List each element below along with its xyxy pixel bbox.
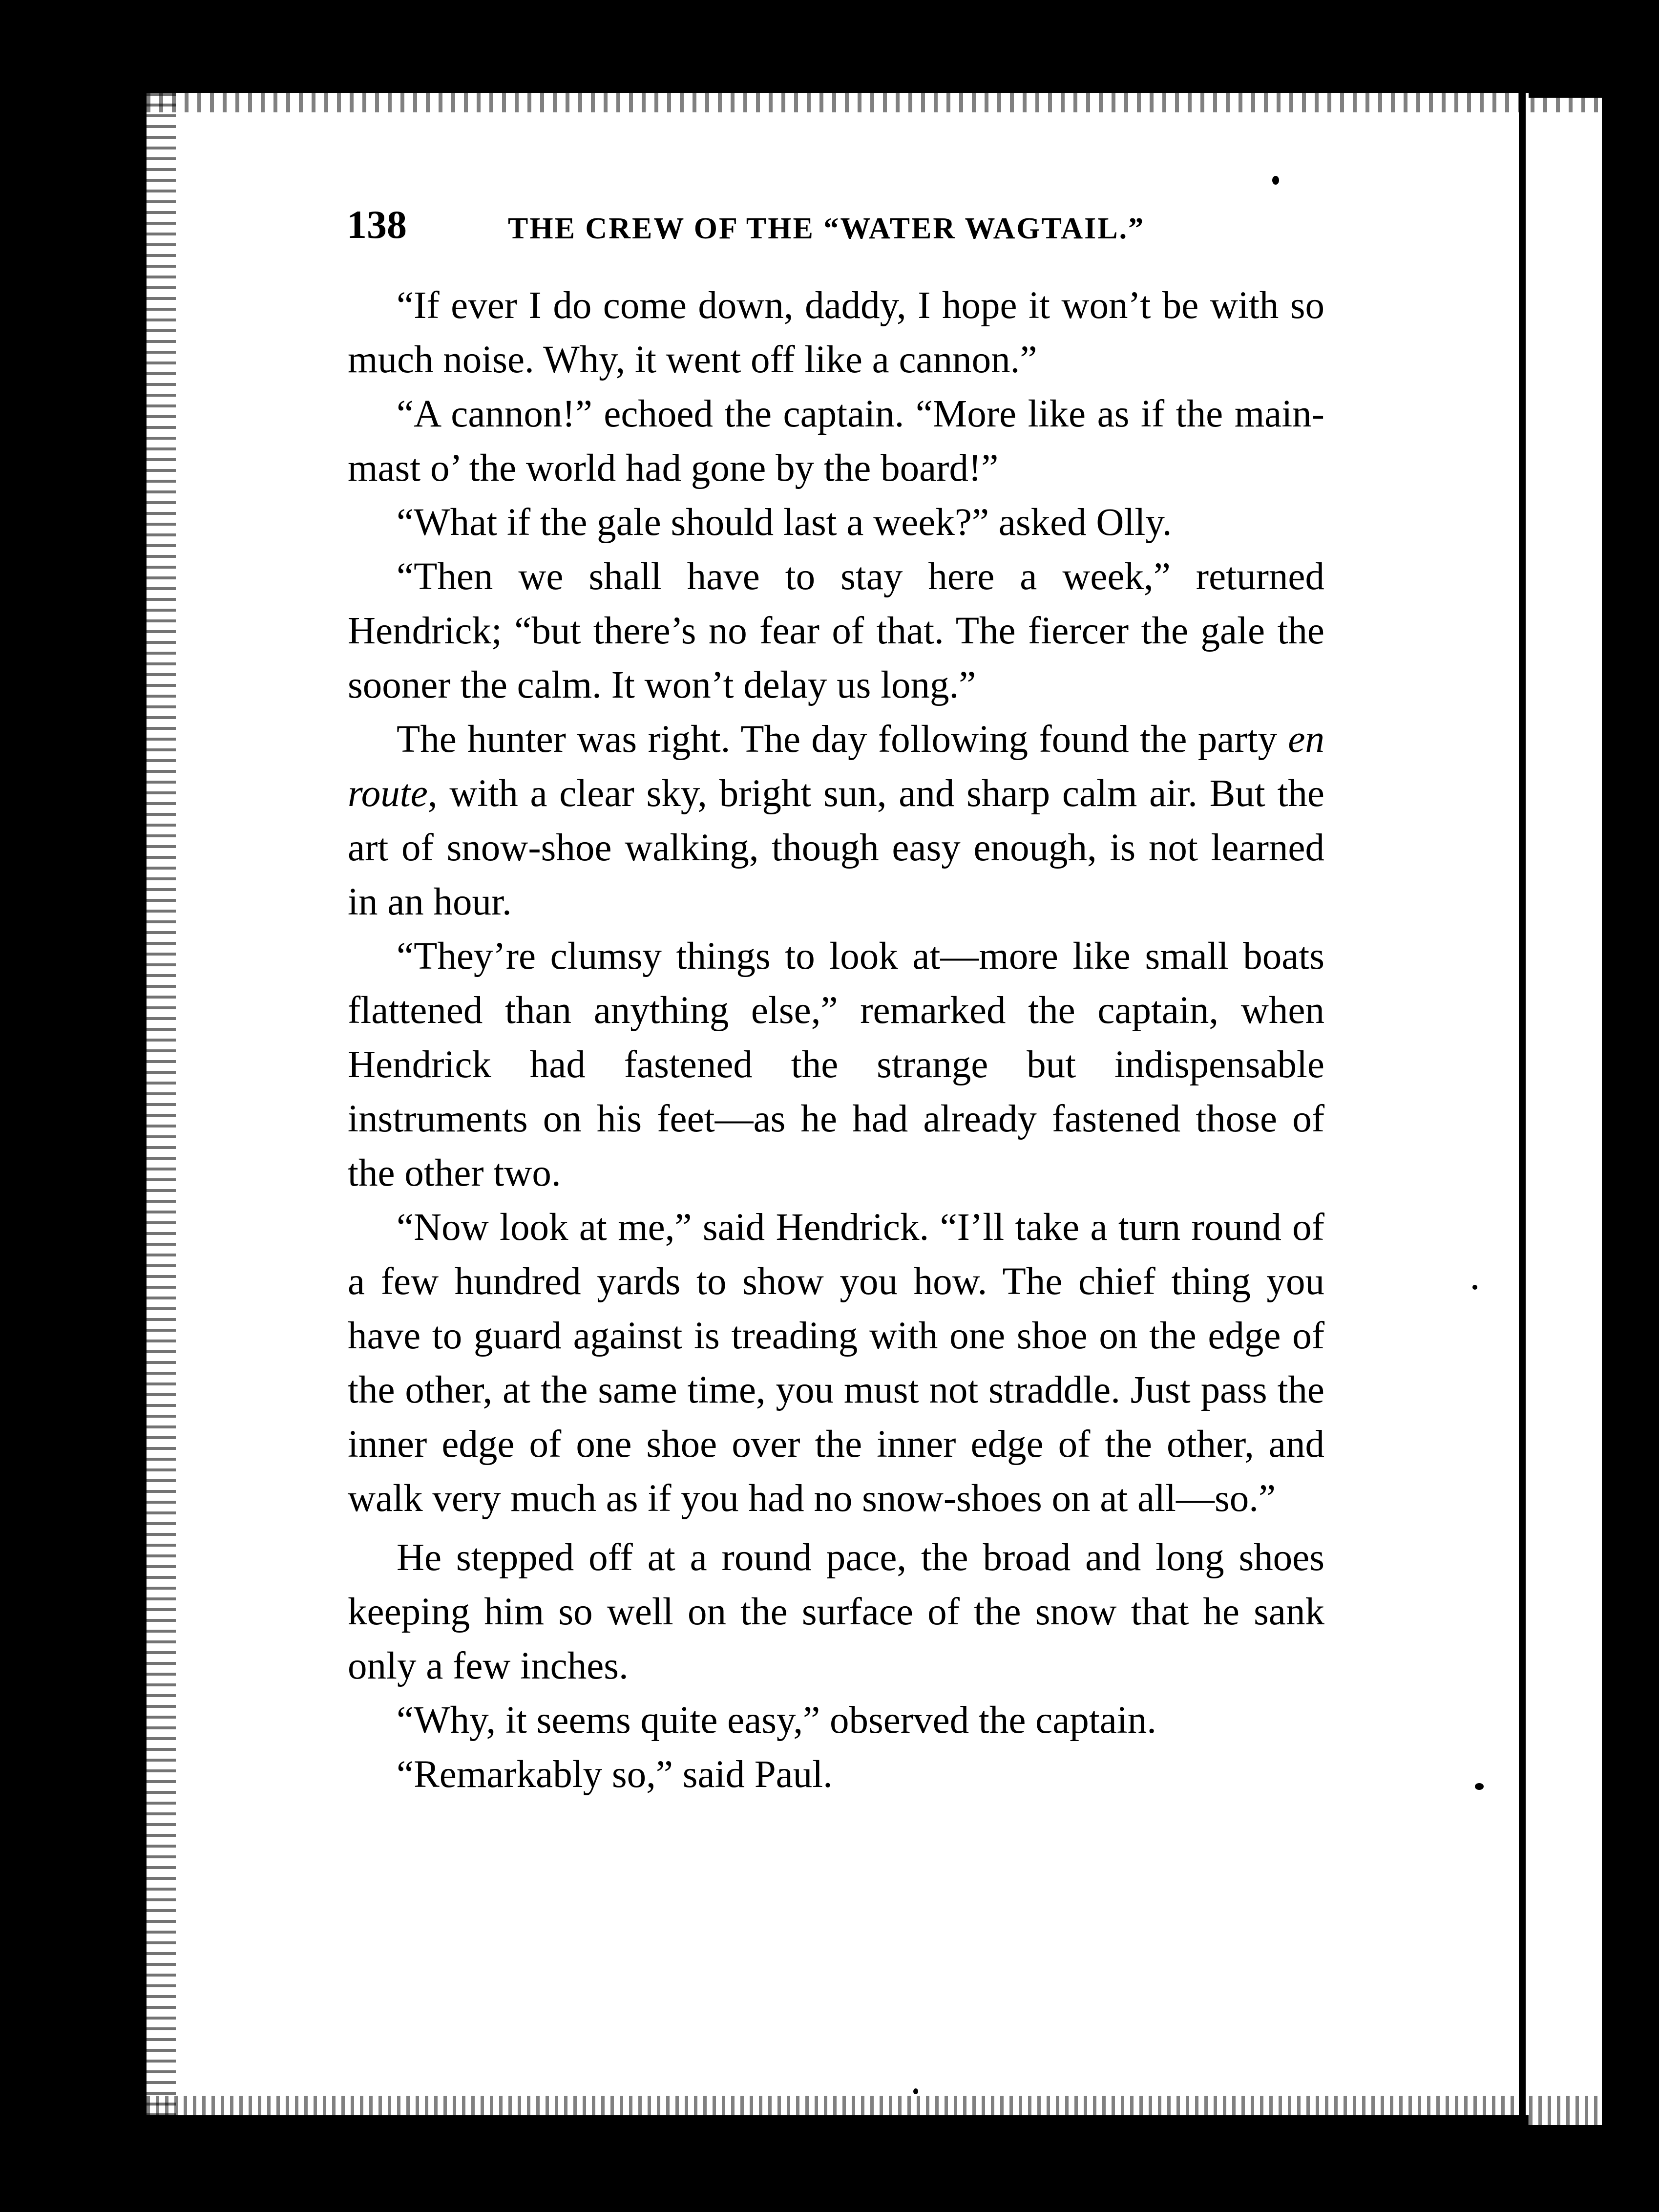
- ink-speck: [1475, 1783, 1484, 1790]
- page-number: 138: [347, 202, 407, 247]
- page-gutter: [1519, 93, 1526, 2115]
- ragged-left-edge: [147, 93, 176, 2115]
- body-text: [348, 278, 1324, 1802]
- paragraph: “What if the gale should last a week?” asked Olly.: [397, 501, 1172, 544]
- ragged-top-edge: [147, 93, 1602, 112]
- paragraph: “If ever I do come down, daddy, I hope it won’t be with so much noise. Why, it went off like a cannon.”: [348, 284, 1324, 381]
- ink-speck: [1472, 1285, 1477, 1290]
- paragraph: He stepped off at a round pace, the broad and long shoes keeping him so well on the surface of the snow that he sank only a few inches.: [348, 1536, 1324, 1687]
- ragged-bottom-edge: [147, 2096, 1602, 2125]
- paragraph: “Then we shall have to stay here a week,” returned Hendrick; “but there’s no fear of that. The fiercer the gale the sooner the calm. It won’t delay us long.”: [348, 555, 1324, 706]
- paragraph: “They’re clumsy things to look at—more like small boats flattened than anything else,” remarked the captain, when Hendrick had fastened the strange but indispensable instruments on his feet—as he had already fastened those of the other two.: [348, 935, 1324, 1194]
- paragraph: “A cannon!” echoed the captain. “More like as if the main-mast o’ the world had gone by the board!”: [348, 393, 1324, 489]
- running-head: THE CREW OF THE “WATER WAGTAIL.”: [508, 212, 1145, 245]
- italic-phrase: en route: [348, 718, 1324, 815]
- paragraph: “Now look at me,” said Hendrick. “I’ll take a turn round of a few hundred yards to show you how. The chief thing you have to guard against is treading with one shoe on the edge of the other, at the same time, you must not straddle. Just pass the inner edge of one shoe over the inner edge of the other, and walk very much as if you had no snow-shoes on at all—so.”: [348, 1206, 1324, 1520]
- ink-speck: [1272, 176, 1279, 185]
- paragraph: “Remarkably so,” said Paul.: [397, 1753, 833, 1796]
- paragraph-text: The hunter was right. The day following found the party: [397, 718, 1288, 761]
- page-header: [347, 200, 1323, 259]
- paragraph: “Why, it seems quite easy,” observed the captain.: [397, 1699, 1157, 1742]
- ink-speck: [913, 2088, 918, 2094]
- paragraph-text: , with a clear sky, bright sun, and sharp calm air. But the art of snow-shoe walking, though easy enough, is not learned in an hour.: [348, 772, 1324, 923]
- paragraph: [348, 712, 1324, 929]
- adjacent-page-edge: [1529, 98, 1602, 2125]
